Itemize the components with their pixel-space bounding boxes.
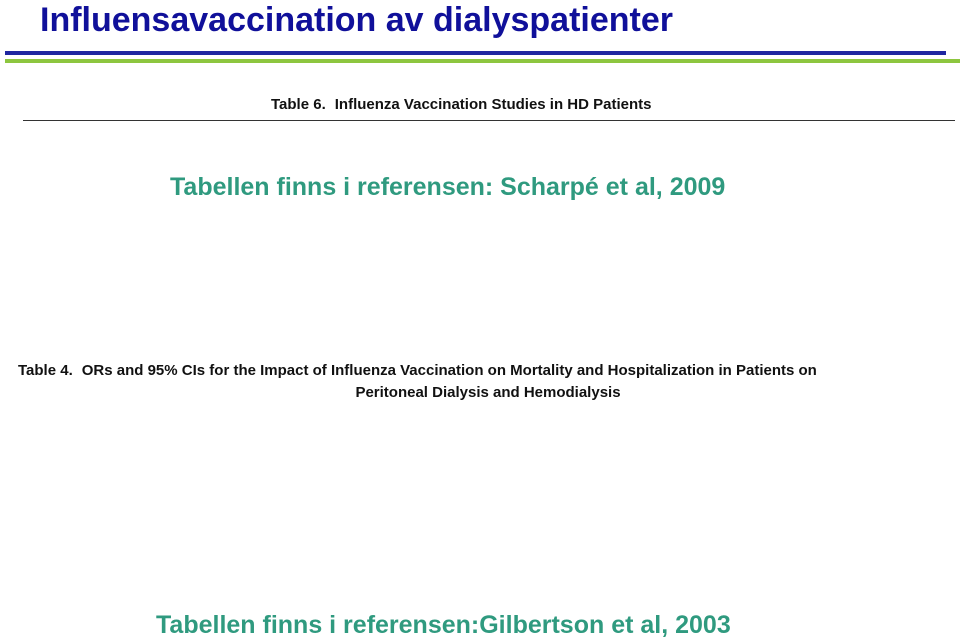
table4-label: Table 4. [18,362,73,379]
table4-caption-text: ORs and 95% CIs for the Impact of Influenza Vaccination on Mortality and Hospitalization in Patients on [81,362,817,379]
table4-caption-line2: Peritoneal Dialysis and Hemodialysis [355,384,621,401]
slide-title: Influensavaccination av dialyspatienter [40,1,674,39]
reference-note-gilbertson: Tabellen finns i referensen:Gilbertson et al, 2003 [156,611,731,639]
reference-note-scharpe: Tabellen finns i referensen: Scharpé et al, 2009 [170,173,726,201]
table6-rule [23,120,955,121]
table6-caption-text: Influenza Vaccination Studies in HD Patients [334,96,652,113]
table4-caption [18,360,948,404]
title-divider-green [5,59,960,63]
table6-label: Table 6. [271,96,326,113]
table6-caption [271,95,651,115]
title-divider-blue [5,51,946,55]
table4-caption-line1 [18,360,948,382]
